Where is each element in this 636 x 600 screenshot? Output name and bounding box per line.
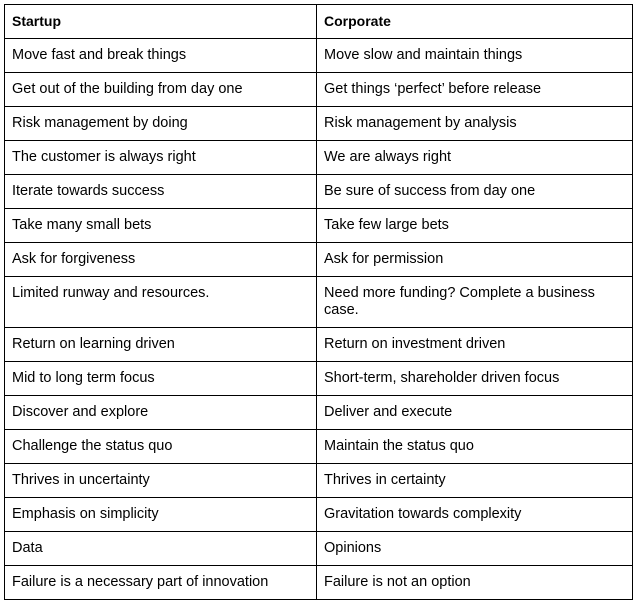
corporate-cell: Opinions — [317, 532, 633, 566]
table-row — [5, 175, 633, 209]
startup-cell: Return on learning driven — [5, 328, 317, 362]
corporate-cell: Thrives in certainty — [317, 464, 633, 498]
table-row — [5, 430, 633, 464]
corporate-cell: Maintain the status quo — [317, 430, 633, 464]
corporate-cell: Move slow and maintain things — [317, 39, 633, 73]
corporate-cell: Gravitation towards complexity — [317, 498, 633, 532]
startup-cell: Failure is a necessary part of innovation — [5, 566, 317, 600]
table-body — [5, 39, 633, 600]
corporate-cell: Take few large bets — [317, 209, 633, 243]
table-row — [5, 464, 633, 498]
table-row — [5, 39, 633, 73]
startup-cell: The customer is always right — [5, 141, 317, 175]
header-row — [5, 5, 633, 39]
comparison-table — [4, 4, 633, 600]
startup-cell: Challenge the status quo — [5, 430, 317, 464]
corporate-cell: Return on investment driven — [317, 328, 633, 362]
corporate-cell: Need more funding? Complete a business case. — [317, 277, 633, 328]
startup-cell: Limited runway and resources. — [5, 277, 317, 328]
startup-cell: Thrives in uncertainty — [5, 464, 317, 498]
startup-cell: Data — [5, 532, 317, 566]
startup-cell: Mid to long term focus — [5, 362, 317, 396]
table-row — [5, 141, 633, 175]
table-row — [5, 73, 633, 107]
table-row — [5, 362, 633, 396]
corporate-cell: Deliver and execute — [317, 396, 633, 430]
column-header-corporate: Corporate — [317, 5, 633, 39]
table-row — [5, 498, 633, 532]
table-header — [5, 5, 633, 39]
startup-cell: Take many small bets — [5, 209, 317, 243]
corporate-cell: Failure is not an option — [317, 566, 633, 600]
corporate-cell: Be sure of success from day one — [317, 175, 633, 209]
table-row — [5, 396, 633, 430]
corporate-cell: Get things ‘perfect’ before release — [317, 73, 633, 107]
corporate-cell: Risk management by analysis — [317, 107, 633, 141]
table-row — [5, 532, 633, 566]
startup-cell: Ask for forgiveness — [5, 243, 317, 277]
startup-cell: Discover and explore — [5, 396, 317, 430]
table-row — [5, 209, 633, 243]
table-row — [5, 277, 633, 328]
table-row — [5, 566, 633, 600]
startup-cell: Get out of the building from day one — [5, 73, 317, 107]
startup-cell: Iterate towards success — [5, 175, 317, 209]
table-row — [5, 328, 633, 362]
column-header-startup: Startup — [5, 5, 317, 39]
startup-cell: Move fast and break things — [5, 39, 317, 73]
table-row — [5, 107, 633, 141]
startup-cell: Emphasis on simplicity — [5, 498, 317, 532]
startup-cell: Risk management by doing — [5, 107, 317, 141]
corporate-cell: Ask for permission — [317, 243, 633, 277]
table-row — [5, 243, 633, 277]
corporate-cell: Short-term, shareholder driven focus — [317, 362, 633, 396]
corporate-cell: We are always right — [317, 141, 633, 175]
